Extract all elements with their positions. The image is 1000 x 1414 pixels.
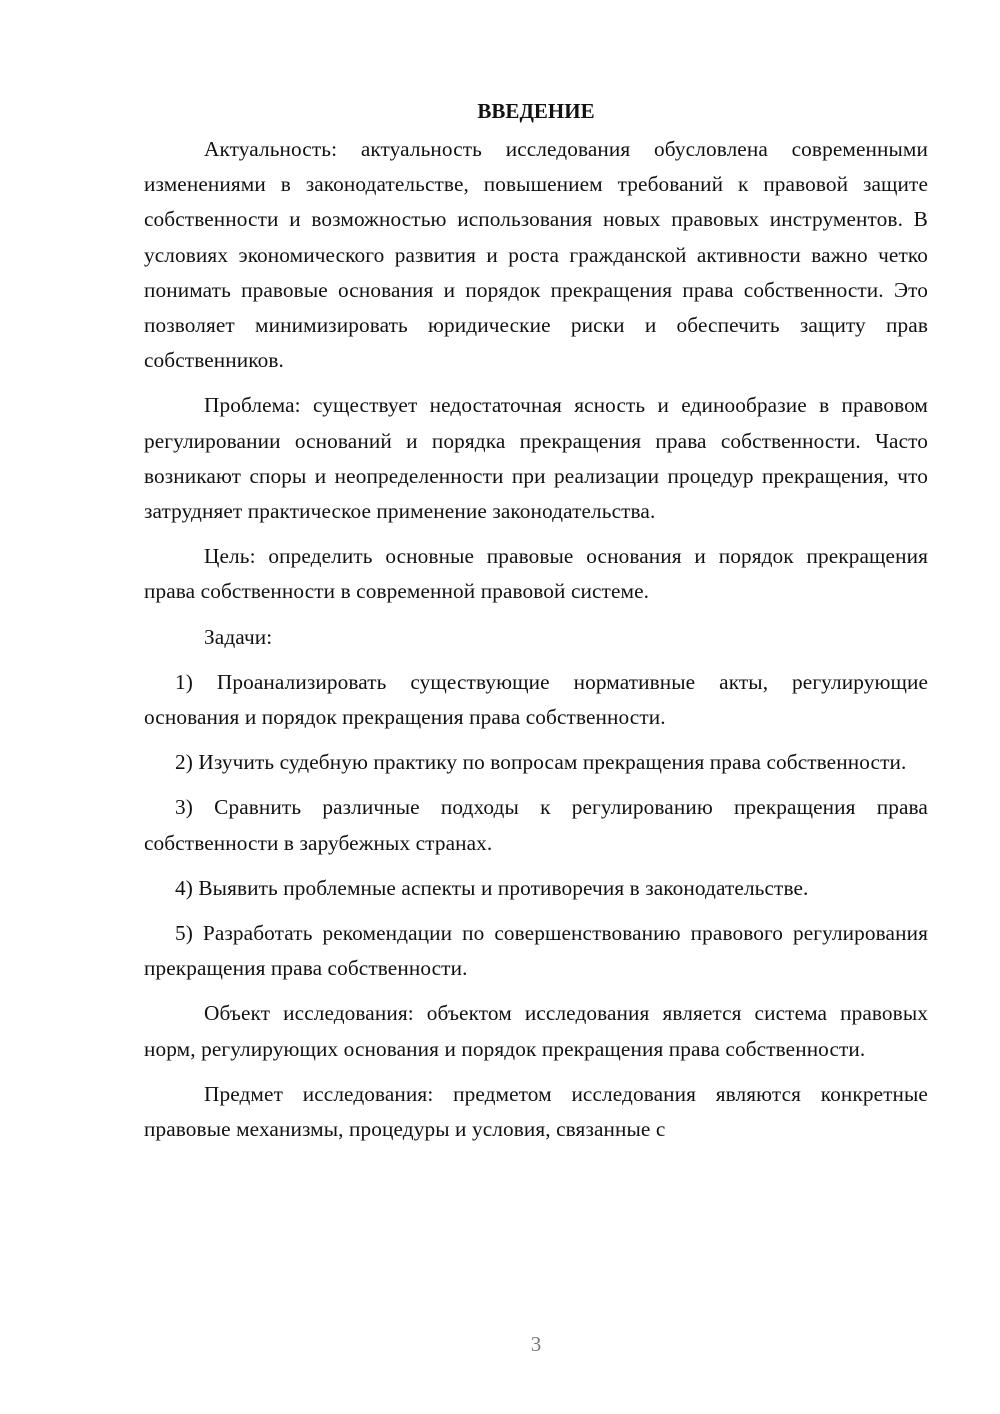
task-item-1: 1) Проанализировать существующие нормативные акты, регулирующие основания и порядок прекращения права собственности. — [144, 669, 928, 730]
task-item-4: 4) Выявить проблемные аспекты и противоречия в законодательстве. — [175, 875, 809, 900]
paragraph-goal: Цель: определить основные правовые основания и порядок прекращения права собственности в современной правовой системе. — [144, 544, 928, 604]
task-item-2: 2) Изучить судебную практику по вопросам прекращения права собственности. — [175, 750, 907, 775]
paragraph-subject: Предмет исследования: предметом исследования являются конкретные правовые механизмы, процедуры и условия, связанные с — [144, 1081, 928, 1142]
task-item-3: 3) Сравнить различные подходы к регулированию прекращения права собственности в зарубежных странах. — [144, 795, 928, 855]
paragraph-tasks-heading: Задачи: — [204, 624, 273, 649]
task-item-5: 5) Разработать рекомендации по совершенствованию правового регулирования прекращения права собственности. — [144, 921, 928, 981]
page-content — [144, 96, 928, 1147]
paragraph-object: Объект исследования: объектом исследования является система правовых норм, регулирующих основания и порядок прекращения права собственности. — [144, 1001, 928, 1061]
page-number: 3 — [530, 1332, 542, 1356]
section-title: ВВЕДЕНИЕ — [477, 99, 595, 123]
paragraph-problem: Проблема: существует недостаточная ясность и единообразие в правовом регулировании оснований и порядка прекращения права собственности. Часто возникают споры и неопределенности при реализации процедур прекращения, что затрудняет практическое применение законодательства. — [144, 393, 928, 524]
paragraph-relevance: Актуальность: актуальность исследования обусловлена современными изменениями в законодательстве, повышением требований к правовой защите собственности и возможностью использования новых правовых инструментов. В условиях экономического развития и роста гражданской активности важно четко понимать правовые основания и порядок прекращения права собственности. Это позволяет минимизировать юридические риски и обеспечить защиту прав собственников. — [144, 137, 928, 373]
